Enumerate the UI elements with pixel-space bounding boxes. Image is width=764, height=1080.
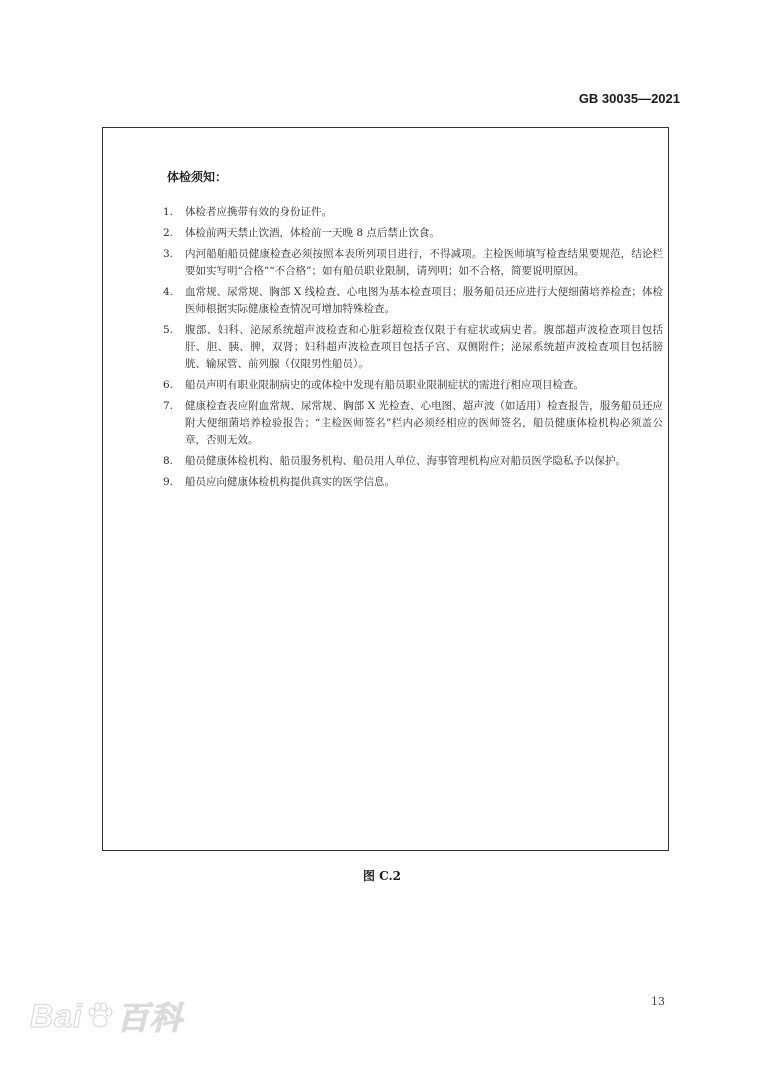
notice-item (163, 322, 663, 373)
notice-box (102, 127, 669, 851)
notice-list (163, 204, 663, 495)
notice-item (163, 284, 663, 318)
item-text: 血常规、尿常规、胸部 X 线检查、心电图为基本检查项目；服务船员还应进行大便细菌培养检查；体检医师根据实际健康检查情况可增加特殊检查。 (185, 286, 663, 315)
notice-item (163, 474, 663, 491)
standard-number: GB 30035—2021 (578, 91, 680, 106)
notice-item (163, 225, 663, 242)
page-number: 13 (651, 995, 665, 1008)
notice-item (163, 377, 663, 394)
item-text: 内河船舶船员健康检查必须按照本表所列项目进行，不得减项。主检医师填写检查结果要规范，结论栏要如实写明“合格”“不合格”；如有船员职业限制，请列明；如不合格，简要说明原因。 (185, 248, 663, 277)
notice-item (163, 398, 663, 449)
item-number: 5. (163, 324, 174, 336)
paw-icon (85, 1001, 115, 1031)
item-number: 7. (163, 400, 174, 412)
item-text: 健康检查表应附血常规、尿常规、胸部 X 光检查、心电图、超声波（如适用）检查报告，服务船员还应附大便细菌培养检验报告；“主检医师签名”栏内必须经相应的医师签名，船员健康体检机构必须盖公章，否则无效。 (185, 400, 663, 446)
item-text: 船员声明有职业限制病史的或体检中发现有船员职业限制症状的需进行相应项目检查。 (185, 379, 584, 391)
baike-watermark (30, 993, 183, 1039)
watermark-text-right: 百科 (116, 1000, 183, 1036)
item-text: 船员健康体检机构、船员服务机构、船员用人单位、海事管理机构应对船员医学隐私予以保护。 (185, 455, 626, 467)
item-number: 2. (163, 227, 174, 239)
notice-item (163, 204, 663, 221)
watermark-text-left: Bai (30, 997, 83, 1034)
notice-heading: 体检须知： (167, 170, 228, 184)
figure-caption: 图 C.2 (362, 869, 402, 883)
item-number: 9. (163, 476, 174, 488)
item-text: 体检前两天禁止饮酒，体检前一天晚 8 点后禁止饮食。 (185, 227, 440, 239)
notice-item (163, 453, 663, 470)
item-number: 1. (163, 206, 174, 218)
notice-item (163, 246, 663, 280)
item-number: 8. (163, 455, 174, 467)
item-number: 3. (163, 248, 174, 260)
item-number: 6. (163, 379, 174, 391)
item-text: 船员应向健康体检机构提供真实的医学信息。 (185, 476, 395, 488)
item-text: 体检者应携带有效的身份证件。 (185, 206, 332, 218)
item-text: 腹部、妇科、泌尿系统超声波检查和心脏彩超检查仅限于有症状或病史者。腹部超声波检查项目包括肝、胆、胰、脾，双肾；妇科超声波检查项目包括子宫、双侧附件；泌尿系统超声波检查项目包括膀胱、输尿管、前列腺（仅限男性船员）。 (185, 324, 663, 370)
item-number: 4. (163, 286, 174, 298)
